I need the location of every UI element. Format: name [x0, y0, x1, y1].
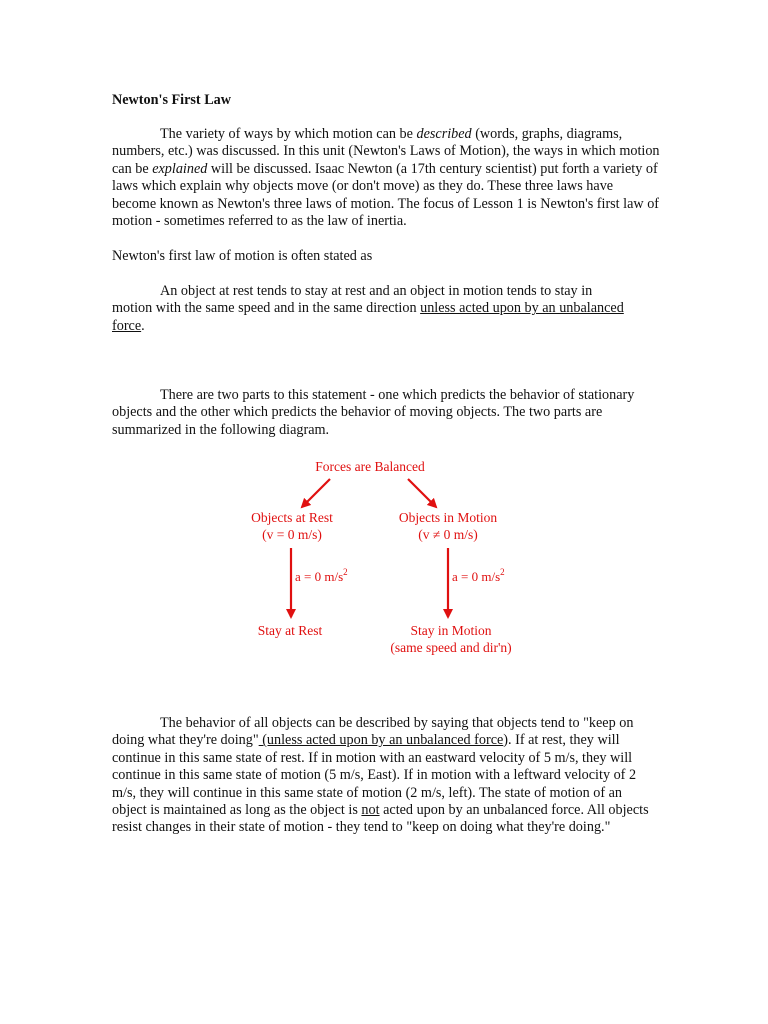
stay-in-motion-label: Stay in Motion	[410, 623, 492, 638]
first-law-underlined: unless acted upon by an unbalanced force	[112, 300, 624, 334]
behavior-underlined-not: not	[361, 802, 380, 819]
intro-paragraph	[112, 126, 660, 230]
motion-accel-exponent: 2	[500, 567, 505, 577]
rest-velocity-label: (v = 0 m/s)	[262, 527, 322, 542]
first-law-text-a: An object at rest tends to stay at rest and an object in motion tends to stay in motion with the same speed and in the same direction	[112, 283, 593, 317]
intro-text-e: will be discussed. Isaac Newton (a 17th century scientist) put forth a variety of laws which explain why objects move (or don't move) as they do. These three laws have become known as Newton's three laws of motion. The focus of Lesson 1 is Newton's first law of motion - sometimes referred to as the law of inertia.	[112, 160, 660, 230]
same-speed-direction-label: (same speed and dir'n)	[390, 640, 512, 655]
behavior-paragraph	[112, 715, 660, 837]
motion-velocity-label: (v ≠ 0 m/s)	[418, 527, 478, 542]
diagram-svg	[230, 452, 530, 660]
intro-text-a: The variety of ways by which motion can be	[160, 126, 417, 142]
objects-at-rest-label: Objects at Rest	[251, 510, 333, 525]
arrow-to-rest	[302, 479, 330, 507]
intro-text-c: (words, graphs, diagrams, numbers, etc.) was discussed. In this unit (Newton's Laws of Motion), the ways in which motion can be	[112, 126, 660, 177]
first-law-text-c: .	[141, 317, 145, 334]
intro-emphasis-described: described	[416, 126, 472, 142]
forces-balanced-label: Forces are Balanced	[315, 459, 425, 474]
balanced-forces-diagram	[230, 452, 530, 660]
behavior-text-c: ). If at rest, they will continue in this same state of rest. If in motion with an eastward velocity of 5 m/s, they will continue in this same state of motion (5 m/s, East). If in motion with a leftward velocity of 2 m/s, they will continue in this same state of motion (2 m/s, left). The state of motion of an object is maintained as long as the object is	[112, 732, 637, 819]
statement-intro: Newton's first law of motion is often stated as	[112, 248, 373, 264]
stay-at-rest-label: Stay at Rest	[257, 623, 323, 638]
behavior-underlined-clause: (unless acted upon by an unbalanced force	[258, 732, 504, 749]
motion-accel-text: a = 0 m/s	[452, 569, 501, 584]
arrow-to-motion	[408, 479, 436, 507]
behavior-text-e: acted upon by an unbalanced force. All objects resist changes in their state of motion - they tend to "keep on doing what they're doing."	[112, 802, 649, 836]
rest-accel-text: a = 0 m/s	[295, 569, 344, 584]
page-title: Newton's First Law	[112, 92, 232, 108]
intro-emphasis-explained: explained	[152, 160, 208, 177]
two-parts-paragraph: There are two parts to this statement - one which predicts the behavior of stationary objects and the other which predicts the behavior of moving objects. The two parts are summarized in the following diagram.	[112, 387, 635, 438]
objects-in-motion-label: Objects in Motion	[398, 510, 498, 525]
motion-acceleration-label	[452, 567, 505, 584]
behavior-text-a: The behavior of all objects can be described by saying that objects tend to "keep on doing what they're doing"	[112, 715, 634, 749]
rest-acceleration-label	[295, 567, 348, 584]
first-law-statement	[112, 283, 632, 335]
rest-accel-exponent: 2	[343, 567, 348, 577]
